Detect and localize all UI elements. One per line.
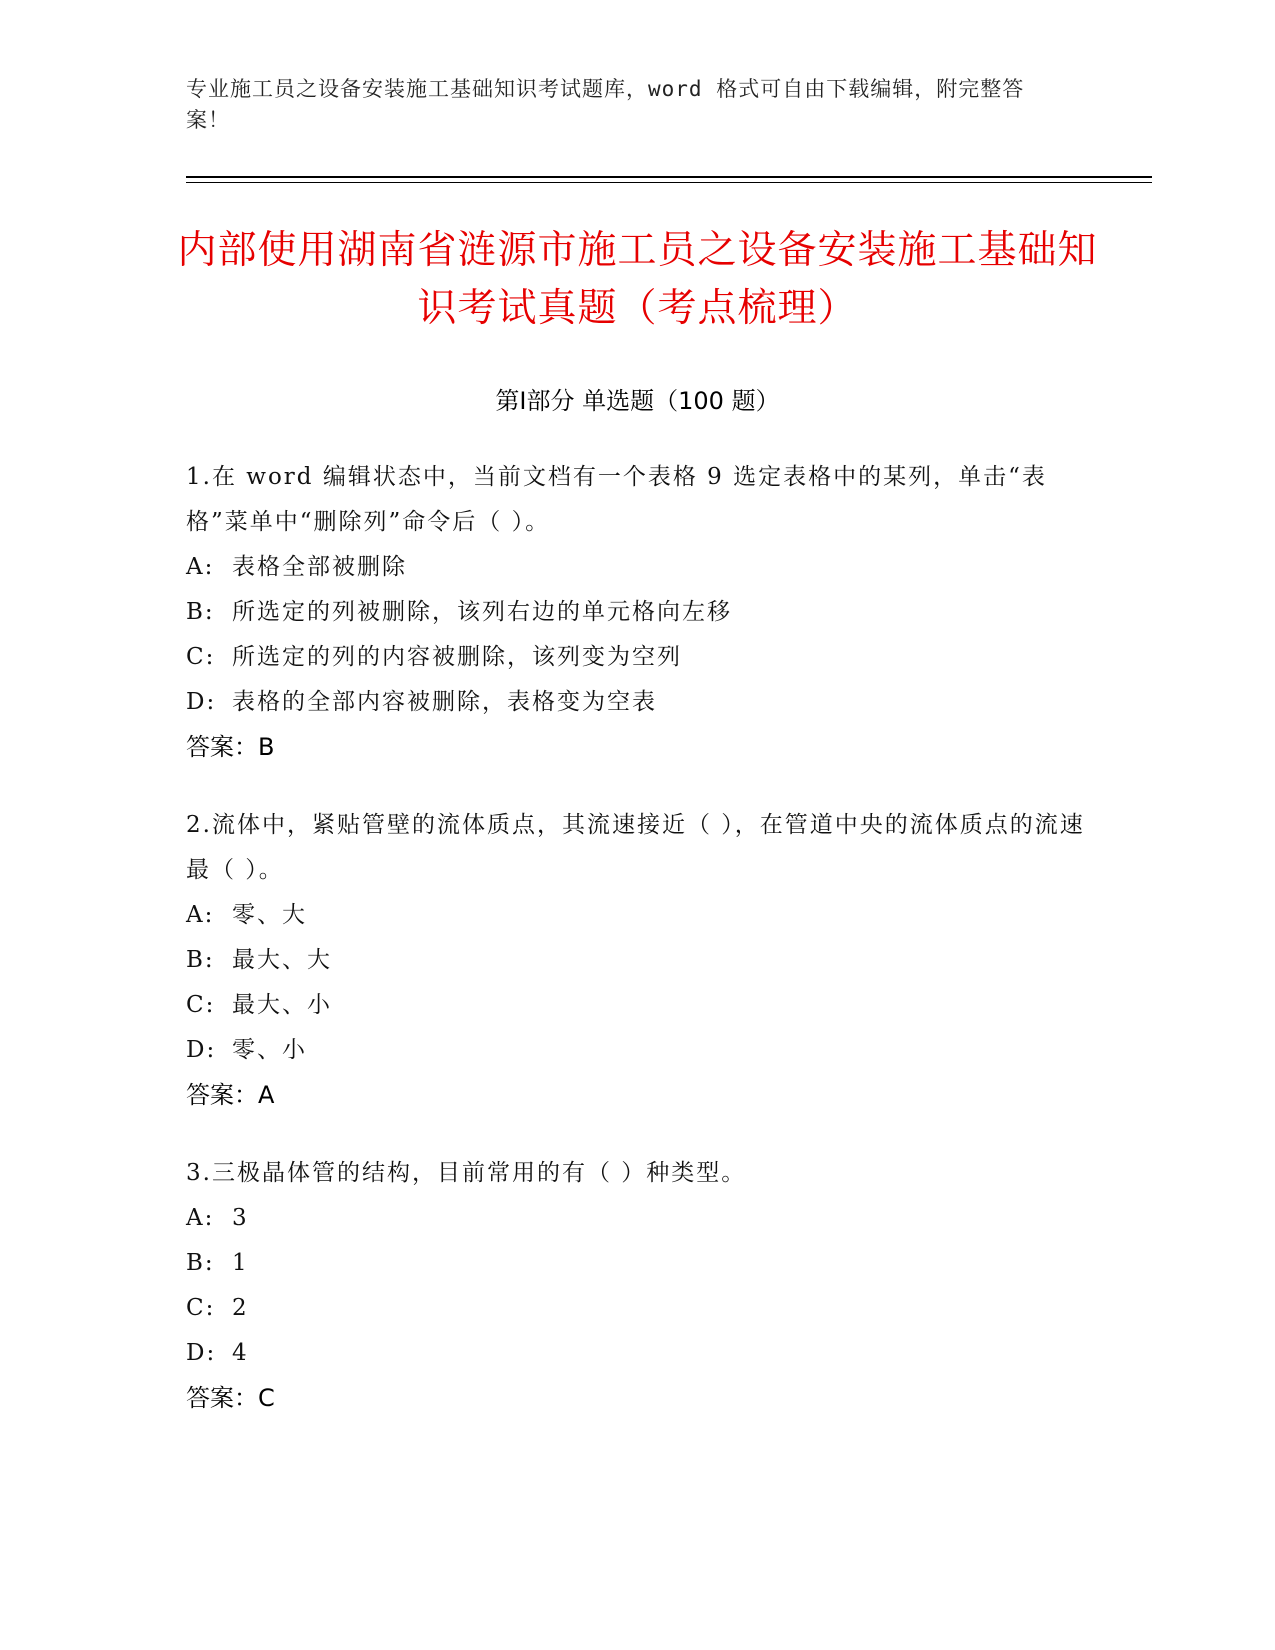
option-c [186, 635, 1086, 680]
option-text: 表格的全部内容被删除，表格变为空表 [232, 689, 657, 715]
question-text: 3.三极晶体管的结构，目前常用的有（ ）种类型。 [186, 1160, 747, 1186]
option-c [186, 983, 1086, 1028]
option-d [186, 1028, 1086, 1073]
option-key: B: [186, 599, 215, 625]
option-key: A: [186, 1205, 215, 1231]
option-text: 所选定的列的内容被删除，该列变为空列 [232, 644, 682, 670]
option-text: 2 [232, 1295, 249, 1321]
option-a [186, 545, 1086, 590]
answer-line: 答案：B [186, 733, 275, 761]
option-text: 表格全部被删除 [232, 554, 407, 580]
option-b [186, 1241, 1086, 1286]
answer-line: 答案：C [186, 1384, 275, 1412]
option-text: 零、小 [232, 1037, 307, 1063]
option-text: 所选定的列被删除，该列右边的单元格向左移 [232, 599, 732, 625]
option-text: 零、大 [232, 902, 307, 928]
header-note: 专业施工员之设备安装施工基础知识考试题库，word 格式可自由下载编辑，附完整答案！ [186, 77, 1025, 132]
answer-line: 答案：A [186, 1081, 275, 1109]
question-1 [186, 455, 1086, 770]
option-b [186, 938, 1086, 983]
option-text: 1 [232, 1250, 249, 1276]
option-b [186, 590, 1086, 635]
option-key: C: [186, 644, 216, 670]
question-text: 1.在 word 编辑状态中，当前文档有一个表格 9 选定表格中的某列，单击“表格”菜单中“删除列”命令后（ ）。 [186, 464, 1047, 535]
option-key: D: [186, 1340, 217, 1366]
option-d [186, 1331, 1086, 1376]
option-key: A: [186, 554, 215, 580]
option-text: 3 [232, 1205, 249, 1231]
option-text: 4 [232, 1340, 249, 1366]
option-a [186, 893, 1086, 938]
option-key: A: [186, 902, 215, 928]
question-3 [186, 1151, 1086, 1421]
option-key: D: [186, 1037, 217, 1063]
question-text: 2.流体中，紧贴管壁的流体质点，其流速接近（ ），在管道中央的流体质点的流速最（ ）。 [186, 812, 1085, 883]
section-heading: 第Ⅰ部分 单选题（100 题） [495, 387, 780, 415]
option-a [186, 1196, 1086, 1241]
option-c [186, 1286, 1086, 1331]
question-2 [186, 803, 1086, 1118]
option-key: D: [186, 689, 217, 715]
option-key: C: [186, 1295, 216, 1321]
header-divider-thin [186, 182, 1152, 183]
document-title: 内部使用湖南省涟源市施工员之设备安装施工基础知识考试真题（考点梳理） [177, 228, 1098, 331]
option-key: B: [186, 1250, 215, 1276]
option-d [186, 680, 1086, 725]
option-key: B: [186, 947, 215, 973]
option-text: 最大、大 [232, 947, 332, 973]
header-divider-thick [186, 176, 1152, 178]
option-key: C: [186, 992, 216, 1018]
option-text: 最大、小 [232, 992, 332, 1018]
